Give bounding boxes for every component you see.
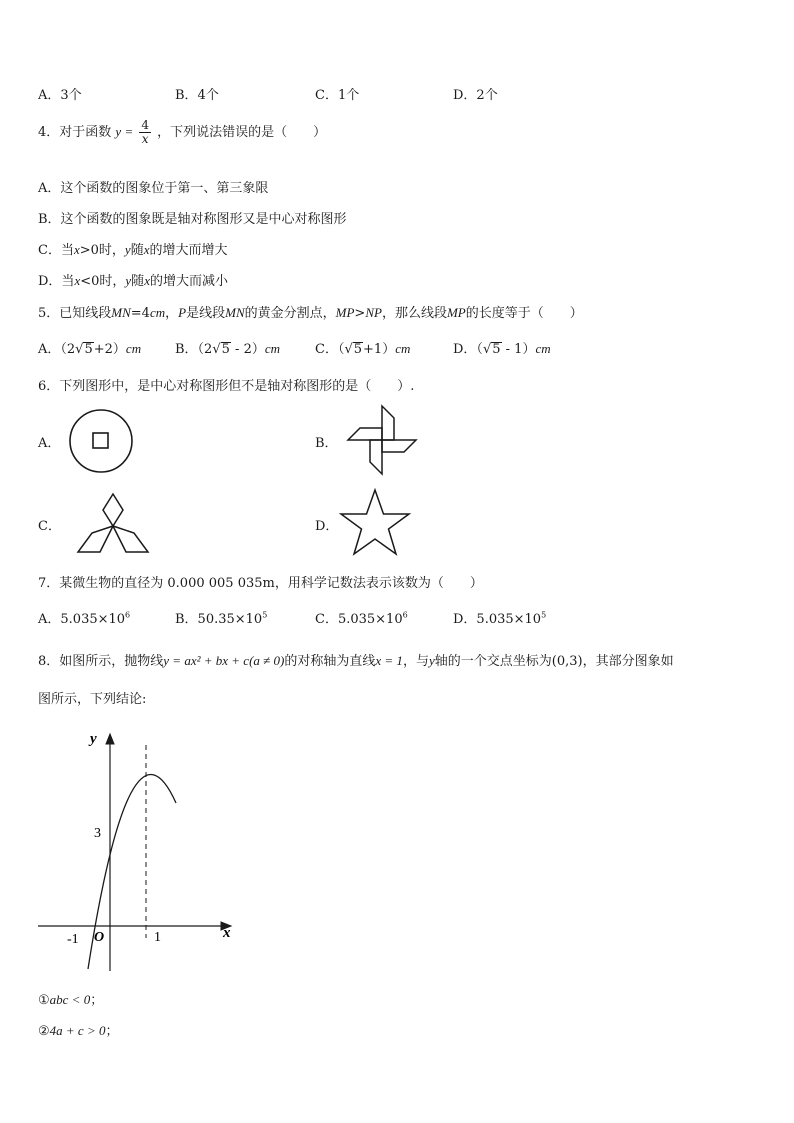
q8-t4: 轴的一个交点坐标为 — [434, 654, 552, 669]
q4d-post: 的增大而减小 — [149, 274, 228, 289]
q5c-rad: 5 — [353, 342, 363, 357]
q5-option-b: B．（2√5 - 2）cm — [175, 341, 281, 357]
parabola-graph — [30, 725, 240, 975]
q7-option-c — [315, 608, 408, 627]
q4d-var: x — [74, 273, 81, 288]
q5d-pre: D．（ — [453, 342, 483, 357]
q7-option-b — [175, 608, 267, 627]
q7-option-a — [38, 608, 130, 627]
q3-option-c: C．1个 — [315, 88, 360, 103]
diamond-right — [113, 526, 148, 552]
q5-t1: 5．已知线段 — [38, 306, 112, 321]
q7b-exp: 5 — [262, 610, 268, 620]
q8-t5: ，其部分图象如 — [582, 654, 674, 669]
q7a-exp: 6 — [125, 610, 131, 620]
q5-option-d: D．（√5 - 1）cm — [453, 341, 551, 357]
q5b-rad: 5 — [221, 342, 230, 357]
pinwheel-figure — [340, 400, 424, 480]
q7c-exp: 6 — [402, 610, 408, 620]
q4-y-eq: y = — [115, 124, 134, 139]
q5-p: P — [178, 305, 187, 320]
pinwheel-blade-right — [382, 440, 416, 452]
q4-option-b: B．这个函数的图象既是轴对称图形又是中心对称图形 — [38, 212, 347, 227]
c2-end: ； — [105, 1024, 119, 1039]
q5-t4: 是线段 — [186, 306, 226, 321]
q8-point: (0,3) — [551, 654, 583, 669]
c1-end: ； — [90, 993, 104, 1008]
q4d-var2: y — [125, 273, 132, 288]
y-axis-label: y — [90, 731, 97, 747]
q6-option-c-label: C． — [38, 519, 61, 534]
q7-stem: 7．某微生物的直径为 0.000 005 035m，用科学记数法表示该数为（ ） — [38, 576, 483, 591]
diamond-left — [78, 526, 113, 552]
q5a-post: +2） — [93, 342, 126, 357]
q8-stem-line2: 图所示，下列结论: — [38, 692, 147, 707]
tick-label-3: 3 — [94, 826, 101, 841]
q6-stem: 6．下列图形中，是中心对称图形但不是轴对称图形的是（ ）. — [38, 379, 415, 394]
q6-option-a-label: A． — [38, 436, 61, 451]
q5-t8: 的长度等于（ ） — [465, 306, 583, 321]
q4-option-d — [38, 270, 228, 289]
q6-option-b-label: B． — [315, 436, 338, 451]
q5a-pre: A．（2 — [38, 342, 76, 357]
q5-mp2: MP — [446, 305, 466, 320]
coin-figure — [68, 408, 134, 474]
q5c-post: +1） — [363, 342, 396, 357]
q5-cm: cm — [149, 305, 166, 320]
q5b-post: - 2） — [230, 342, 265, 357]
q3-option-a: A．3个 — [38, 88, 82, 103]
q4c-mid2: 随 — [130, 243, 144, 258]
x-axis-label: x — [223, 925, 231, 941]
q8-conclusion-1 — [38, 989, 103, 1008]
star-figure — [339, 488, 411, 558]
tick-label-neg1: -1 — [67, 932, 79, 947]
q4-denominator: x — [141, 132, 149, 146]
q4c-mid: >0时， — [79, 243, 125, 258]
q5c-pre: C．（ — [315, 342, 345, 357]
q7b-pre: B．50.35×10 — [175, 612, 263, 627]
q5-np: NP — [365, 305, 382, 320]
q5d-rad: 5 — [492, 342, 501, 357]
coin-square-hole — [93, 433, 108, 448]
q7a-pre: A．5.035×10 — [38, 612, 126, 627]
q5a-unit: cm — [125, 341, 142, 356]
q5-t2: =4 — [130, 306, 150, 321]
q5d-unit: cm — [535, 341, 551, 356]
q8-t3: ，与 — [402, 654, 429, 669]
q7-option-d — [453, 608, 546, 627]
q4-numerator: 4 — [141, 118, 149, 132]
q4d-mid: <0时， — [80, 274, 126, 289]
q8-equation: y = ax² + bx + c(a ≠ 0) — [163, 653, 285, 668]
q4c-var: x — [73, 242, 80, 257]
c2-expr: 4a + c > 0 — [49, 1023, 106, 1038]
star-outline — [341, 490, 409, 554]
coin-outer-circle — [70, 410, 132, 472]
q4d-var3: x — [144, 273, 150, 288]
q4d-mid2: 随 — [131, 274, 145, 289]
c1-expr: abc < 0 — [49, 992, 91, 1007]
c2-mark: ② — [38, 1024, 50, 1039]
pinwheel-blade-bottom — [370, 440, 382, 474]
q5c-unit: cm — [395, 341, 411, 356]
origin-label: O — [94, 930, 105, 945]
three-diamonds-figure — [76, 490, 150, 556]
q4-option-c — [38, 239, 228, 258]
q5-t3: ， — [165, 306, 179, 321]
q5b-pre: B．（2 — [175, 342, 213, 357]
q5-mp: MP — [335, 305, 355, 320]
q4d-pre: D．当 — [38, 274, 75, 289]
q5b-unit: cm — [264, 341, 281, 356]
c1-mark: ① — [38, 993, 50, 1008]
q5-option-c: C．（√5+1）cm — [315, 341, 411, 357]
pinwheel-blade-left — [348, 428, 382, 440]
q5a-rad: 5 — [84, 342, 93, 357]
q4c-var2: y — [124, 242, 131, 257]
q4-prefix: 4．对于函数 — [38, 125, 112, 140]
q5-t5: 的黄金分割点， — [244, 306, 336, 321]
q6-option-d-label: D． — [315, 519, 339, 534]
q3-option-b: B．4个 — [175, 88, 219, 103]
q4c-post: 的增大而增大 — [149, 243, 228, 258]
q4c-pre: C．当 — [38, 243, 74, 258]
q8-axis-equation: x = 1 — [375, 653, 403, 668]
q7c-pre: C．5.035×10 — [315, 612, 403, 627]
pinwheel-blade-top — [382, 406, 394, 440]
q8-t1: 8．如图所示，抛物线 — [38, 654, 164, 669]
q4-option-a: A．这个函数的图象位于第一、第三象限 — [38, 181, 269, 196]
q7d-exp: 5 — [541, 610, 547, 620]
q4c-var3: x — [143, 242, 150, 257]
q4-suffix: ，下列说法错误的是（ ） — [157, 125, 327, 140]
tick-label-1: 1 — [154, 930, 161, 945]
q8-stem-line1 — [38, 650, 674, 669]
q5-mn2: MN — [225, 305, 245, 320]
q7d-pre: D．5.035×10 — [453, 612, 542, 627]
q5-stem — [38, 302, 583, 321]
diamond-top — [103, 494, 123, 526]
q5d-post: - 1） — [501, 342, 536, 357]
q5-t7: ，那么线段 — [381, 306, 447, 321]
q4-fraction — [139, 119, 151, 146]
q8-t2: 的对称轴为直线 — [284, 654, 376, 669]
q5-t6: > — [354, 306, 366, 321]
q3-option-d: D．2个 — [453, 88, 498, 103]
q5-mn: MN — [111, 305, 131, 320]
q8-y-var: y — [428, 653, 435, 668]
q5-option-a: A．（2√5+2）cm — [38, 341, 142, 357]
q4-stem — [38, 119, 326, 146]
q8-conclusion-2 — [38, 1020, 119, 1039]
